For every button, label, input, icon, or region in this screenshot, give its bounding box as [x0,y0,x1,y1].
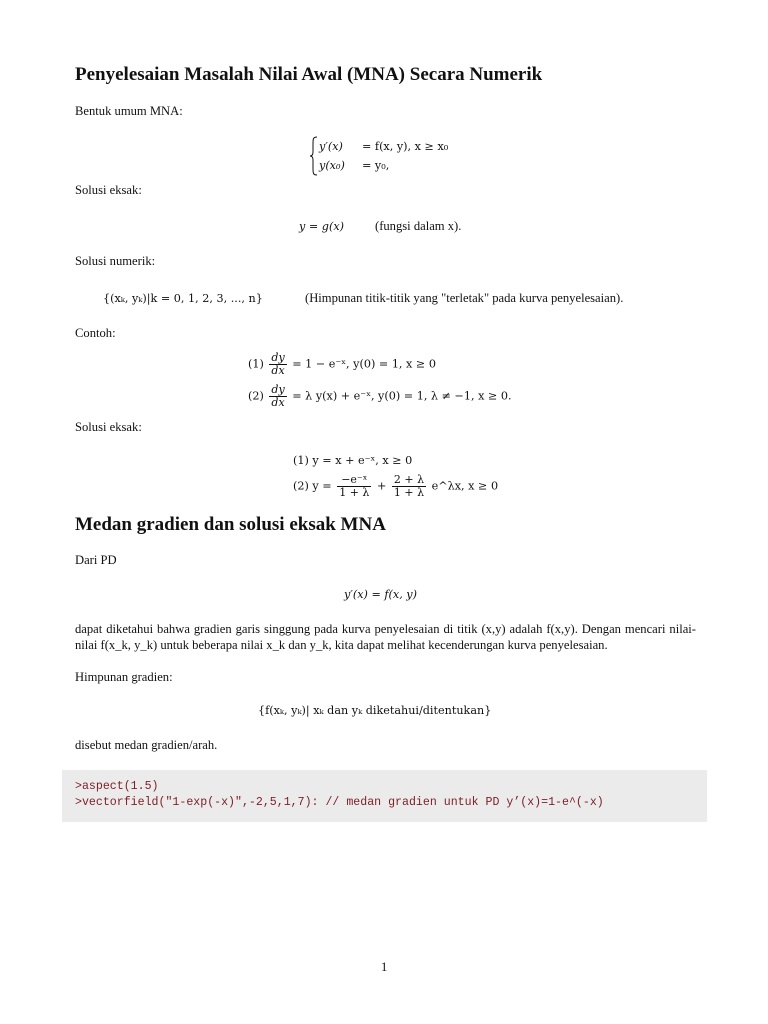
example-1 [248,352,436,377]
code-block[interactable] [62,770,707,822]
solusi-eksak-label-2: Solusi eksak: [75,420,142,434]
example-2-den: dx [271,396,285,409]
solution-2-frac2-den: 1 + λ [393,486,425,499]
solusi-eksak-label: Solusi eksak: [75,183,142,197]
gradient-set: {f(xₖ, yₖ)| xₖ dan yₖ diketahui/ditentukan} [258,704,492,717]
solution-1: (1) y = x + e⁻ˣ, x ≥ 0 [293,454,413,467]
exact-note: (fungsi dalam x). [375,219,462,233]
solution-2-prefix: (2) y = [293,479,332,493]
system-row1-rhs: = f(x, y), x ≥ x₀ [362,140,449,153]
numeric-set: {(xₖ, yₖ)|k = 0, 1, 2, 3, ..., n} [103,292,263,305]
example-1-den: dx [271,364,285,377]
himpunan-label: Himpunan gradien: [75,670,173,684]
system-row2-lhs: y(x₀) [319,159,345,172]
solution-2-suffix: e^λx, x ≥ 0 [431,479,499,493]
page-number: 1 [381,960,388,974]
bentuk-umum-label: Bentuk umum MNA: [75,104,183,118]
exact-equation: y = g(x) [299,220,345,233]
dari-pd: Dari PD [75,553,117,567]
solution-2 [293,474,498,499]
system-row2-rhs: = y₀, [362,159,390,172]
solution-2-frac2-num: 2 + λ [393,473,425,486]
system-row1-lhs: y′(x) [319,140,343,153]
example-1-rhs: = 1 − e⁻ˣ, y(0) = 1, x ≥ 0 [292,357,436,371]
section-title: Medan gradien dan solusi eksak MNA [75,514,386,535]
code-line-1[interactable]: >aspect(1.5) [75,780,159,793]
page-title: Penyelesaian Masalah Nilai Awal (MNA) Secara Numerik [75,64,543,85]
system-brace [309,136,319,176]
numeric-note: (Himpunan titik-titik yang "terletak" pada kurva penyelesaian). [305,291,624,305]
code-line-2[interactable]: >vectorfield("1-exp(-x)",-2,5,1,7): // medan gradien untuk PD y’(x)=1-e^(-x) [75,796,604,809]
solution-2-frac1-num: −e⁻ˣ [337,474,371,487]
contoh-label: Contoh: [75,326,116,340]
solution-2-frac1-den: 1 + λ [339,486,370,499]
disebut-text: disebut medan gradien/arah. [75,738,218,752]
example-2 [248,384,512,409]
example-2-tag: (2) [248,389,264,403]
pd-equation: y′(x) = f(x, y) [344,588,417,601]
solution-2-plus: + [376,479,387,493]
example-2-rhs: = λ y(x) + e⁻ˣ, y(0) = 1, λ ≠ −1, x ≥ 0. [292,389,512,403]
body-paragraph: dapat diketahui bahwa gradien garis singgung pada kurva penyelesaian di titik (x,y) adalah f(x,y). Dengan mencari nilai-nilai f(x_k, y_k) untuk beberapa nilai x_k dan y_k, kita dapat melihat kecenderungan kurva penyelesaian. [75,622,696,652]
example-1-tag: (1) [248,357,264,371]
example-1-num: dy [271,351,285,364]
example-2-num: dy [271,383,285,396]
solusi-numerik-label: Solusi numerik: [75,254,156,268]
